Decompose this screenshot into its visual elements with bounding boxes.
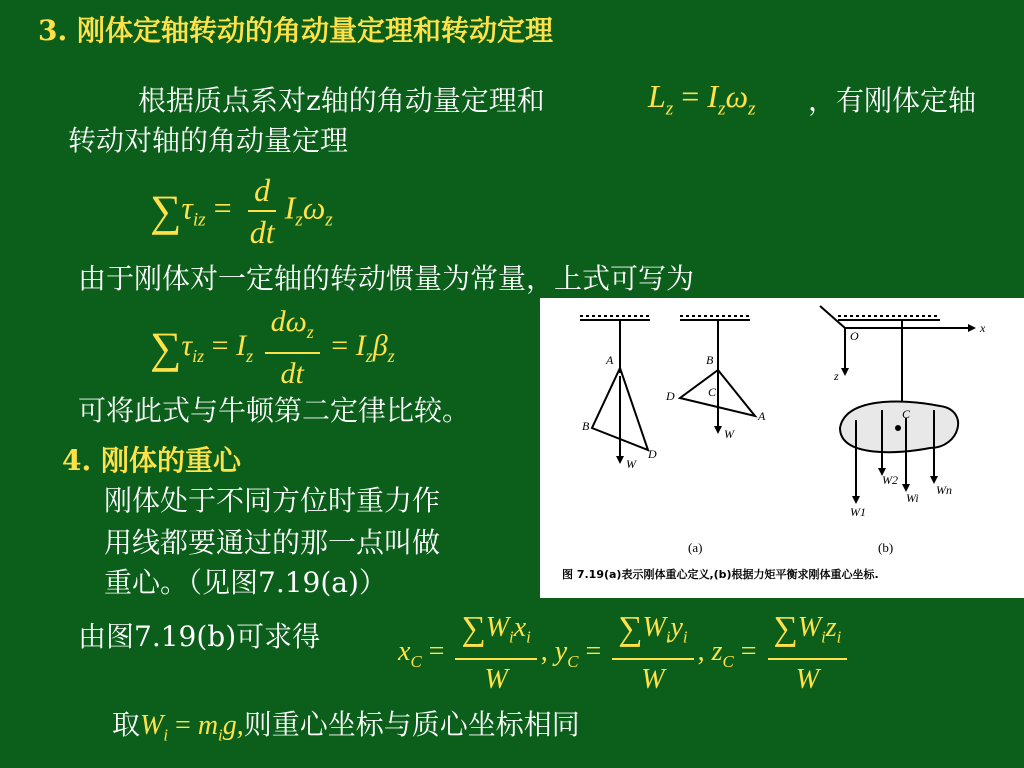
intro-line-1-end: ，有刚体定轴 [808,84,977,117]
label-x: x [980,321,986,335]
label-w-1: W1 [850,505,866,519]
intro-line-1 [138,84,545,118]
center-of-gravity-desc-1: 刚体处于不同方位时重力作 [104,484,441,517]
section-3-title: 3. 刚体定轴转动的角动量定理和转动定理 [38,14,553,47]
label-a2: A [758,409,766,423]
formula-intro-text: 由图7.19(b)可求得 [78,620,321,653]
weight-equation: $W_i = m_ig$, [140,710,244,745]
newton-comparison-text: 可将此式与牛顿第二定律比较。 [78,394,471,427]
intro-equation: $L_z = I_z\omega_z$ [648,78,756,120]
angular-momentum-theorem-equation: $\sum\tau_{iz}$ = $\frac{d}{dt}$ $I_z\omega_z$ [150,172,333,250]
figure-caption: 图 7.19(a)表示刚体重心定义,(b)根据力矩平衡求刚体重心坐标. [562,568,879,581]
label-w2: W [724,427,734,441]
center-of-gravity-desc-2: 用线都要通过的那一点叫做 [104,526,441,559]
rotation-theorem-equation: $\sum\tau_{iz} = I_z$ $\frac{d\omega_z}{dt}$ = $I_z\beta_z$ [150,302,395,394]
center-of-gravity-equations: $x_C$ = $\frac{\sum W_ix_i}{W}$ , $y_C$ = $\frac{\sum W_iy_i}{W}$ , $z_C$ = $\frac{\sum W_iz_i}{W}$ [398,608,851,700]
label-b2: B [706,353,714,367]
label-d2: D [666,389,675,403]
label-o: O [850,329,859,343]
final-prefix: 取 [112,708,141,741]
figure-label-a: (a) [688,540,703,555]
intro-text: 根据质点系对z轴的角动量定理和 [138,84,545,117]
figure-diagram [540,298,1024,598]
final-line [112,708,580,753]
final-suffix: 则重心坐标与质心坐标相同 [243,708,580,741]
label-c: C [902,407,911,421]
figure-7-19 [540,298,1024,598]
label-d1: D [648,447,657,461]
label-w-i: Wi [906,491,919,505]
figure-label-b: (b) [878,540,894,555]
label-w-2: W2 [882,473,898,487]
label-w-n: Wn [936,483,952,497]
label-c2: C [708,385,717,399]
intro-line-2: 转动对轴的角动量定理 [68,124,349,157]
label-a1: A [606,353,614,367]
label-z: z [834,369,839,383]
section-4-title: 4. 刚体的重心 [62,444,241,477]
constant-inertia-text: 由于刚体对一定轴的转动惯量为常量，上式可写为 [78,262,695,295]
label-b1: B [582,419,590,433]
center-of-gravity-desc-3: 重心。（见图7.19(a)） [104,566,387,599]
label-w1: W [626,457,636,471]
